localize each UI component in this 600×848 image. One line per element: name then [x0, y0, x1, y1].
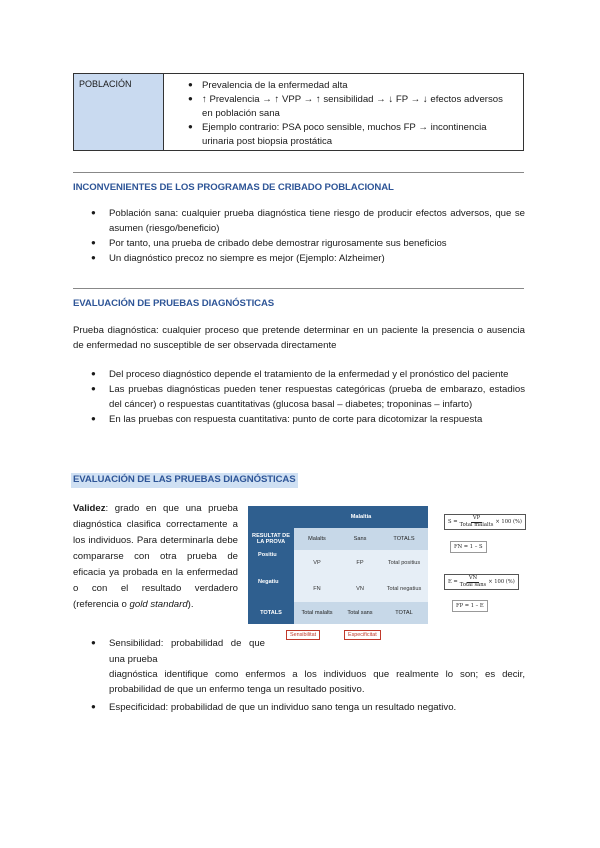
bullet-icon: ●	[91, 638, 96, 647]
sens-item-rest: diagnóstica identifique como enfermos a los individuos que realmente lo son; es decir, probabilidad de que un enfermo tenga un resultado positivo.	[109, 669, 525, 695]
formula-rhs: × 100 (%)	[495, 519, 522, 526]
table-top-header: Malaltia	[294, 506, 428, 528]
specificity-formula	[444, 574, 519, 590]
esp-list	[89, 701, 525, 716]
formula-num: VP	[472, 515, 481, 521]
formula-den: Total sans	[459, 581, 487, 588]
evaluacion2-heading: EVALUACIÓN DE LAS PRUEBAS DIAGNÓSTICAS	[71, 473, 298, 488]
inconvenientes-list	[89, 207, 525, 266]
poblacion-content	[164, 74, 523, 150]
list-item: ● Especificidad: probabilidad de que un individuo sano tenga un resultado negativo.	[89, 701, 525, 716]
row-label: TOTALS	[248, 602, 294, 624]
validez-end: ).	[187, 598, 194, 610]
validez-label: Validez	[73, 503, 106, 514]
table-cell: TOTAL	[380, 602, 428, 624]
formula-rhs: × 100 (%)	[488, 579, 515, 586]
sens-item-head	[89, 636, 265, 668]
section-divider	[73, 288, 524, 289]
col-header: Sans	[340, 528, 380, 550]
formula-note: FP = 1 – E	[456, 603, 484, 609]
col-header: TOTALS	[380, 528, 428, 550]
validez-paragraph	[73, 501, 238, 612]
sensibilidad-tag: Sensibilitat	[286, 630, 320, 640]
evaluacion-paragraph: Prueba diagnóstica: cualquier proceso que pretende determinar en un paciente la presencia o ausencia de enfermedad no susceptible de ser observada directamente	[73, 325, 525, 351]
table-cell: Total malalts	[294, 602, 340, 624]
list-item: ● Ejemplo contrario: PSA poco sensible, muchos FP → incontinencia urinaria post biopsia prostática	[186, 121, 515, 149]
formula-num: VN	[468, 575, 478, 581]
table-corner-top	[248, 506, 294, 528]
list-item: ● En las pruebas con respuesta cuantitativa: punto de corte para dicotomizar la respuesta	[89, 413, 525, 428]
table-cell: VP	[294, 550, 340, 577]
section-divider	[73, 172, 524, 173]
validez-text: : grado en que una prueba diagnóstica clasifica correctamente a los individuos. Para determinarla debe compararse con otra prueba de eficacia ya probada en la enfermedad o con el resultado verdadero (referencia o	[73, 503, 238, 610]
row-label: Negatiu	[248, 577, 294, 602]
list-item: ● Las pruebas diagnósticas pueden tener respuestas categóricas (prueba de embarazo, estadios del cáncer) o respuestas cuantitativas (glucosa basal – diabetes; troponinas – infarto)	[89, 383, 525, 413]
table-cell: Total negatius	[380, 577, 428, 602]
list-item: ● Por tanto, una prueba de cribado debe demostrar rigurosamente sus beneficios	[89, 237, 525, 252]
list-item: ● Del proceso diagnóstico depende el tratamiento de la enfermedad y el pronóstico del paciente	[89, 368, 525, 383]
table-cell: Total positius	[380, 550, 428, 577]
formula-lhs: S =	[448, 519, 458, 526]
table-cell: VN	[340, 577, 380, 602]
list-item: ● ↑ Prevalencia → ↑ VPP → ↑ sensibilidad → ↓ FP → ↓ efectos adversos en población sana	[186, 93, 515, 121]
formula-den: Total malalts	[459, 521, 494, 528]
table-cell: FP	[340, 550, 380, 577]
poblacion-label: POBLACIÓN	[74, 74, 164, 150]
especificidad-tag: Especificitat	[344, 630, 381, 640]
table-cell: Total sans	[340, 602, 380, 624]
table-cell: FN	[294, 577, 340, 602]
formula-lhs: E =	[448, 579, 458, 586]
inconvenientes-heading: INCONVENIENTES DE LOS PROGRAMAS DE CRIBADO POBLACIONAL	[73, 182, 394, 193]
sensitivity-formula	[444, 514, 526, 530]
list-item: ● Prevalencia de la enfermedad alta	[186, 79, 515, 93]
table-corner: RESULTAT DE LA PROVA	[248, 528, 294, 550]
gold-standard: gold standard	[129, 598, 188, 610]
list-item: ● Un diagnóstico precoz no siempre es mejor (Ejemplo: Alzheimer)	[89, 252, 525, 267]
col-header: Malalts	[294, 528, 340, 550]
fn-formula	[450, 541, 487, 553]
list-item: ● Población sana: cualquier prueba diagnóstica tiene riesgo de producir efectos adversos, que se asumen (riesgo/beneficio)	[89, 207, 525, 237]
sens-item-a: Sensibilidad: probabilidad de que una prueba	[109, 638, 265, 665]
poblacion-table	[73, 73, 524, 151]
evaluacion-list	[89, 368, 525, 427]
row-label: Positiu	[248, 550, 294, 577]
formula-note: FN = 1 – S	[454, 544, 483, 550]
diagnostic-table	[248, 506, 428, 624]
evaluacion-heading: EVALUACIÓN DE PRUEBAS DIAGNÓSTICAS	[73, 298, 275, 309]
fp-formula	[452, 600, 488, 612]
